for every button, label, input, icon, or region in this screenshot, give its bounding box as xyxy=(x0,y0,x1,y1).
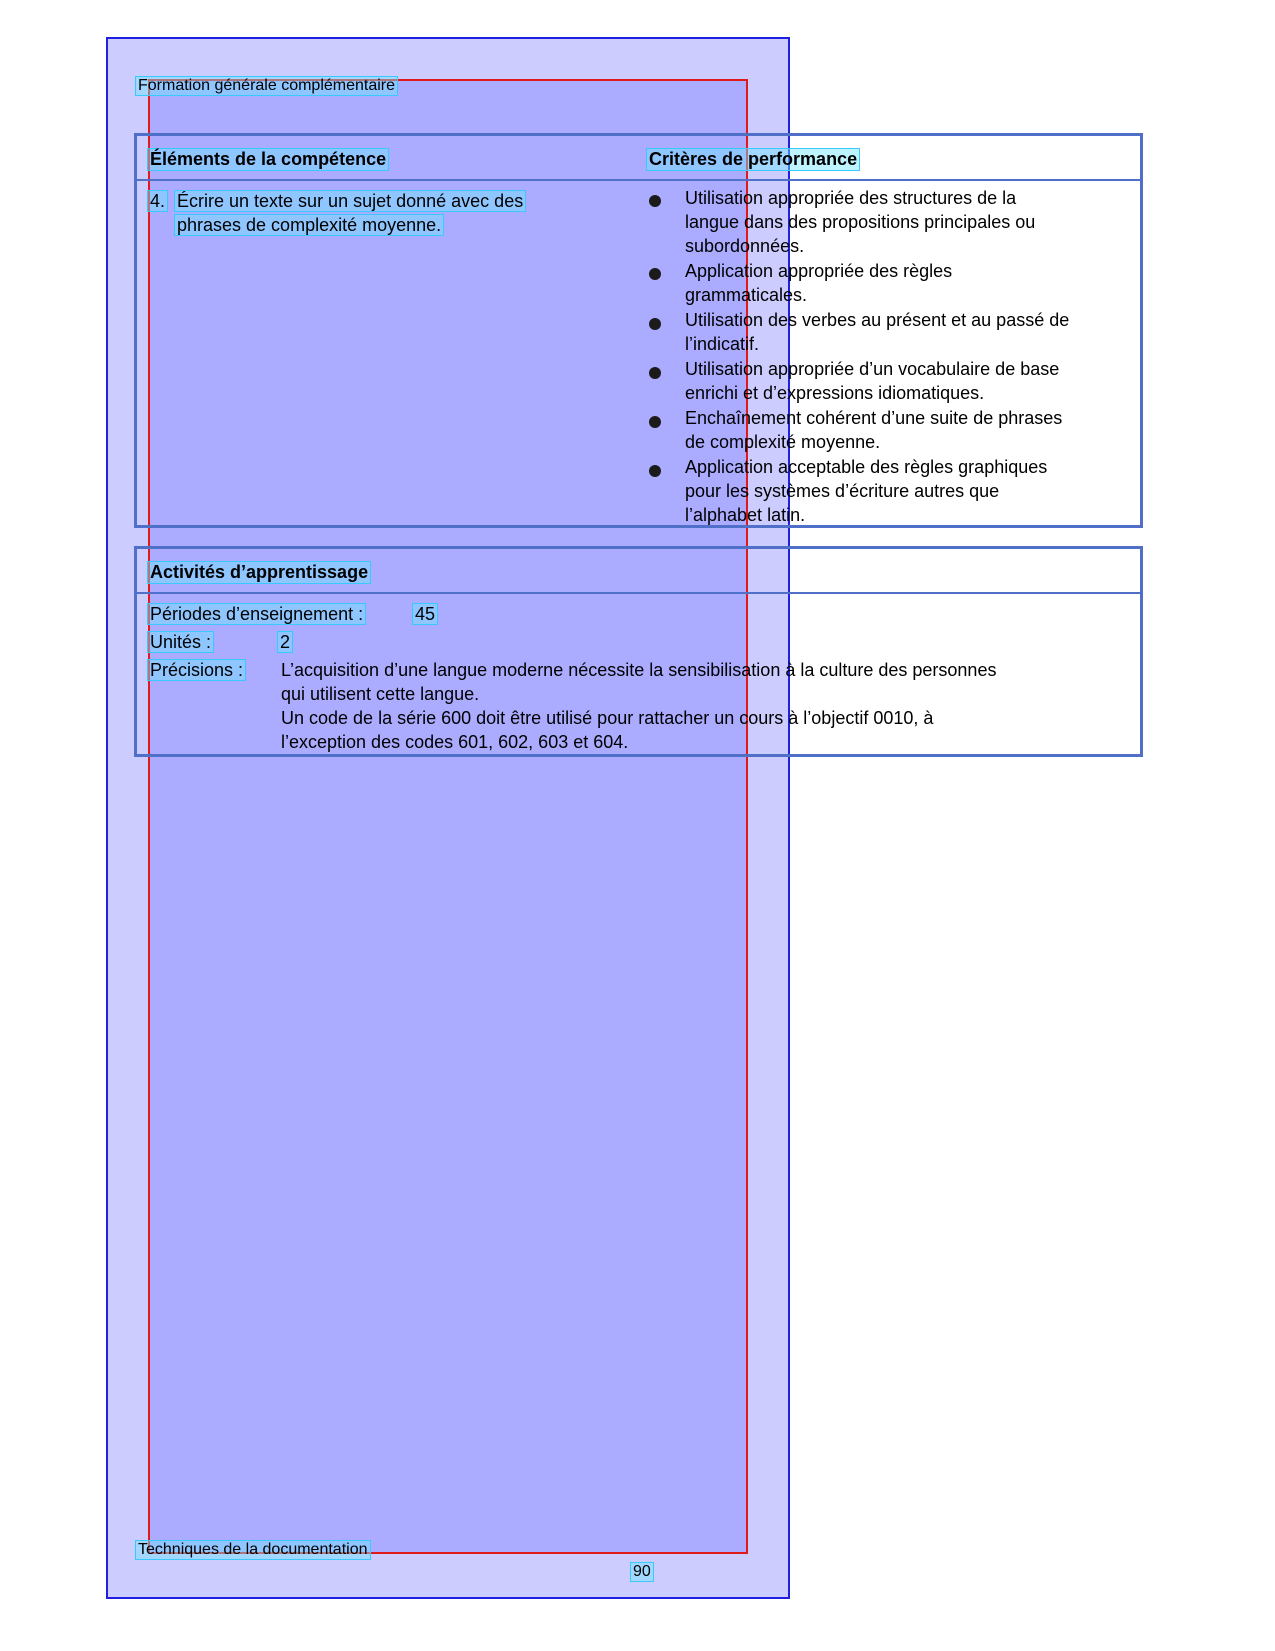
bullet-icon xyxy=(649,367,661,379)
competence-table-header xyxy=(137,136,1140,181)
competence-table xyxy=(134,133,1143,528)
element-text-line1: Écrire un texte sur un sujet donné avec des xyxy=(174,189,526,213)
criterion-item: Application appropriée des règles grammaticales. xyxy=(685,261,953,305)
page-header: Formation générale complémentaire xyxy=(135,76,398,96)
bullet-icon xyxy=(649,195,661,207)
element-text-line2: phrases de complexité moyenne. xyxy=(174,213,444,237)
program-footer: Techniques de la documentation xyxy=(135,1540,371,1560)
bullet-icon xyxy=(649,318,661,330)
col-title-elements: Éléments de la compétence xyxy=(147,148,389,171)
activities-table xyxy=(134,546,1143,757)
criterion-item: Utilisation des verbes au présent et au passé de l’indicatif. xyxy=(685,310,1070,354)
criterion-item: Application acceptable des règles graphiques pour les systèmes d’écriture autres que l’alphabet latin. xyxy=(685,457,1048,525)
activities-table-header xyxy=(137,549,1140,594)
activities-title: Activités d’apprentissage xyxy=(147,561,371,584)
precisions-label: Précisions : xyxy=(147,658,246,682)
periods-value: 45 xyxy=(412,602,438,626)
bullet-icon xyxy=(649,268,661,280)
precision-line4: l’exception des codes 601, 602, 603 et 604. xyxy=(281,732,629,752)
bullet-icon xyxy=(649,465,661,477)
periods-label: Périodes d’enseignement : xyxy=(147,602,366,626)
precision-line1: L’acquisition d’une langue moderne nécessite la sensibilisation à la culture des personnes xyxy=(281,660,997,680)
element-number: 4. xyxy=(147,189,168,213)
criterion-item: Utilisation appropriée des structures de la langue dans des propositions principales ou subordonnées. xyxy=(685,188,1036,256)
precision-line2: qui utilisent cette langue. xyxy=(281,684,480,704)
col-title-criteria: Critères de performance xyxy=(646,148,860,171)
criterion-item: Enchaînement cohérent d’une suite de phrases de complexité moyenne. xyxy=(685,408,1063,452)
page-number: 90 xyxy=(630,1562,654,1582)
units-label: Unités : xyxy=(147,630,214,654)
units-value: 2 xyxy=(277,630,293,654)
bullet-icon xyxy=(649,416,661,428)
criterion-item: Utilisation appropriée d’un vocabulaire de base enrichi et d’expressions idiomatiques. xyxy=(685,359,1060,403)
precision-line3: Un code de la série 600 doit être utilisé pour rattacher un cours à l’objectif 0010, à xyxy=(281,708,934,728)
